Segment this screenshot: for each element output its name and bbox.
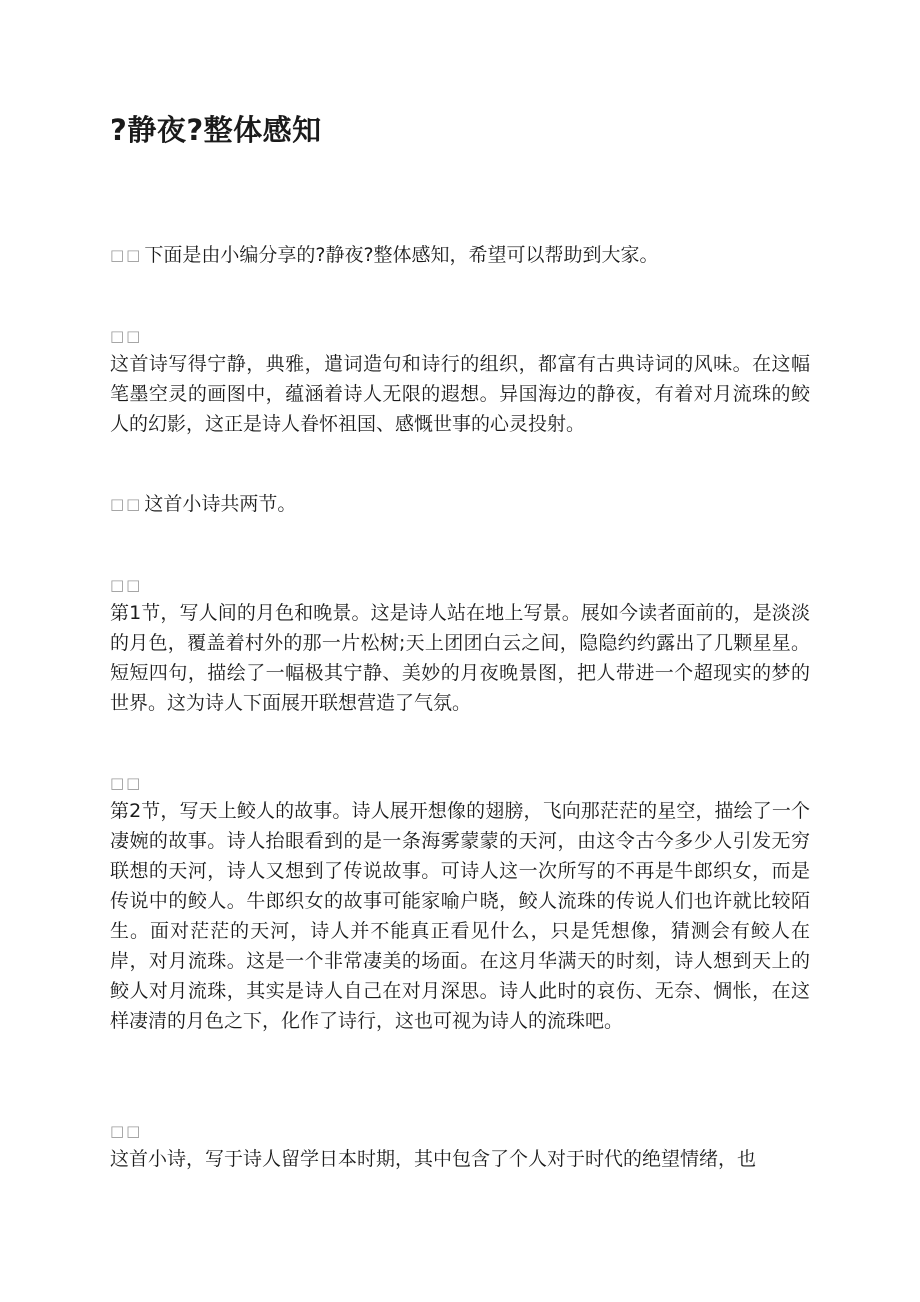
placeholder-glyph-mark: □□ bbox=[110, 246, 143, 264]
placeholder-glyph-mark: □□ bbox=[110, 327, 143, 345]
paragraph-5-text: 这首小诗，写于诗人留学日本时期，其中包含了个人对于时代的绝望情绪，也 bbox=[110, 1148, 757, 1170]
paragraph-1-text: 这首诗写得宁静，典雅，遣词造句和诗行的组织，都富有古典诗词的风味。在这幅笔墨空灵的画图中，蕴涵着诗人无限的遐想。异国海边的静夜，有着对月流珠的鲛人的幻影，这正是诗人眷怀祖国、感慨世事的心灵投射。 bbox=[110, 353, 810, 435]
document-title: ?静夜?整体感知 bbox=[110, 113, 322, 147]
placeholder-glyph-mark: □□ bbox=[110, 1122, 143, 1140]
intro-text: 下面是由小编分享的?静夜?整体感知，希望可以帮助到大家。 bbox=[144, 244, 659, 266]
placeholder-glyph-mark: □□ bbox=[110, 576, 143, 594]
paragraph-2 bbox=[110, 489, 810, 519]
intro-paragraph bbox=[110, 240, 810, 270]
placeholder-glyph-mark: □□ bbox=[110, 495, 143, 513]
placeholder-glyph-mark: □□ bbox=[110, 774, 143, 792]
paragraph-1 bbox=[110, 326, 810, 439]
paragraph-4 bbox=[110, 773, 810, 1036]
paragraph-3-text: 第1节，写人间的月色和晚景。这是诗人站在地上写景。展如今读者面前的，是淡淡的月色，覆盖着村外的那一片松树;天上团团白云之间，隐隐约约露出了几颗星星。短短四句，描绘了一幅极其宁静、美妙的月夜晚景图，把人带进一个超现实的梦的世界。这为诗人下面展开联想营造了气氛。 bbox=[110, 602, 810, 714]
paragraph-2-text: 这首小诗共两节。 bbox=[144, 493, 297, 515]
paragraph-5 bbox=[110, 1121, 810, 1174]
paragraph-3 bbox=[110, 575, 810, 718]
paragraph-4-text: 第2节，写天上鲛人的故事。诗人展开想像的翅膀，飞向那茫茫的星空，描绘了一个凄婉的故事。诗人抬眼看到的是一条海雾蒙蒙的天河，由这令古今多少人引发无穷联想的天河，诗人又想到了传说故事。可诗人这一次所写的不再是牛郎织女，而是传说中的鲛人。牛郎织女的故事可能家喻户晓，鲛人流珠的传说人们也许就比较陌生。面对茫茫的天河，诗人并不能真正看见什么，只是凭想像，猜测会有鲛人在岸，对月流珠。这是一个非常凄美的场面。在这月华满天的时刻，诗人想到天上的鲛人对月流珠，其实是诗人自己在对月深思。诗人此时的哀伤、无奈、惆怅，在这样凄清的月色之下，化作了诗行，这也可视为诗人的流珠吧。 bbox=[110, 800, 810, 1032]
